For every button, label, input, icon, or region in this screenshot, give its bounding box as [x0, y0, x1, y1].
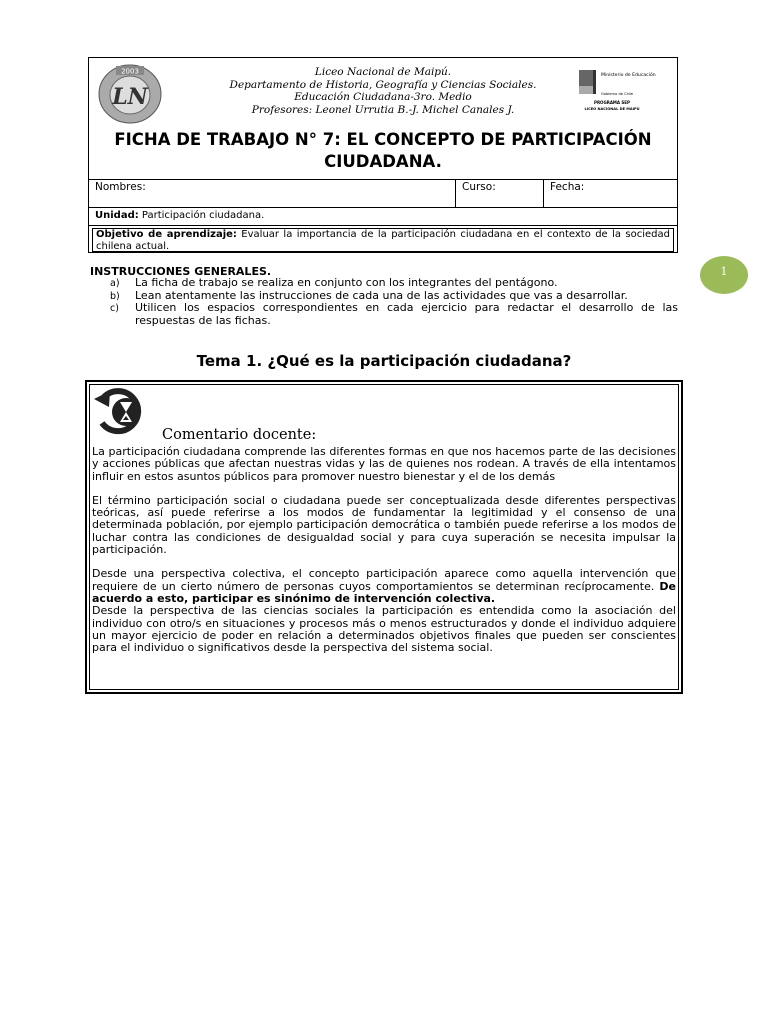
comment-paragraph	[92, 568, 676, 605]
gov-text: Gobierno de Chile	[601, 92, 634, 96]
instructions-title: INSTRUCCIONES GENERALES.	[90, 265, 272, 278]
comment-body	[92, 446, 676, 654]
section-heading: Tema 1. ¿Qué es la participación ciudadana?	[196, 352, 572, 370]
ministry-text: Ministerio de Educación	[601, 73, 656, 78]
instruction-text: Lean atentamente las instrucciones de cada una de las actividades que vas a desarrollar.	[135, 288, 628, 302]
teachers-names: Profesores: Leonel Urrutia B.-J. Michel Canales J.	[251, 103, 515, 116]
unit-value: Participación ciudadana.	[138, 210, 265, 221]
date-label: Fecha:	[550, 181, 585, 193]
names-field[interactable]	[89, 180, 455, 208]
teacher-comment-box	[85, 380, 683, 694]
instruction-marker: c)	[110, 303, 119, 314]
unit-label: Unidad:	[95, 210, 139, 221]
unit-row	[89, 207, 677, 225]
objective-value: Evaluar la importancia de la participación ciudadana en el contexto de la sociedad chilena actual.	[96, 229, 670, 252]
instruction-text: Utilicen los espacios correspondientes en cada ejercicio para redactar el desarrollo de las respuestas de las fichas.	[135, 301, 678, 327]
course-field[interactable]	[455, 180, 543, 208]
instructions-list	[110, 277, 678, 327]
student-fields-row	[89, 179, 677, 208]
logo-year: 2003	[121, 67, 139, 76]
logo-school-text: LICEO NACIONAL DE MAIPÚ	[584, 107, 640, 111]
comment-paragraph: El término participación social o ciudadana puede ser conceptualizada desde diferentes perspectivas teóricas, así puede referirse a los modos de fundamentar la legitimidad y el consenso de una determinada población, por ejemplo participación democrática o también puede referirse a los modos de luchar contra las condiciones de desigualdad social y para cuya superación se necesita impulsar la participación.	[92, 493, 676, 557]
instruction-marker: a)	[110, 278, 120, 289]
teacher-comment-inner	[89, 384, 679, 690]
objective-row	[89, 225, 677, 254]
comment-paragraph: Desde la perspectiva de las ciencias sociales la participación es entendida como la asociación del individuo con otro/s en situaciones y procesos más o menos estructurados y donde el individuo adquiere un mayor ejercicio de poder en relación a determinados objetivos finales que pueden ser conscientes para el individuo o significativos desde la perspectiva del sistema social.	[92, 604, 676, 655]
hourglass-cycle-icon	[92, 387, 148, 439]
logo-initials: LN	[112, 84, 148, 110]
page-number: 1	[720, 264, 728, 278]
comment-title: Comentario docente:	[162, 427, 317, 443]
instruction-text: La ficha de trabajo se realiza en conjunto con los integrantes del pentágono.	[135, 276, 558, 289]
objective-box	[92, 228, 674, 252]
names-label: Nombres:	[95, 181, 146, 193]
school-name: Liceo Nacional de Maipú.	[314, 66, 452, 78]
date-field[interactable]	[543, 180, 677, 208]
comment-emphasis: De acuerdo a esto, participar es sinónimo de intervención colectiva.	[92, 579, 676, 605]
course-label: Curso:	[462, 181, 496, 193]
worksheet-title: FICHA DE TRABAJO N° 7: EL CONCEPTO DE PARTICIPACIÓN CIUDADANA.	[114, 130, 652, 171]
course-name: Educación Ciudadana-3ro. Medio	[294, 91, 472, 103]
comment-paragraph: La participación ciudadana comprende las diferentes formas en que nos hacemos parte de las decisiones y acciones públicas que afectan nuestras vidas y las de quienes nos rodean. A través de ella intentamos influir en estos asuntos públicos para promover nuestro bienestar y el de los demás	[92, 445, 676, 483]
instruction-item	[110, 302, 678, 327]
ministry-logo-icon	[577, 68, 656, 114]
department-name: Departamento de Historia, Geografía y Ciencias Sociales.	[229, 78, 537, 91]
page-number-badge	[700, 256, 748, 294]
comment-text: Desde una perspectiva colectiva, el concepto participación aparece como aquella intervención que requiere de un cierto número de personas cuyos comportamientos se determinan recíprocamente.	[92, 567, 676, 593]
header-box	[88, 57, 678, 253]
program-text: PROGRAMA SEP	[594, 100, 630, 105]
objective-label: Objetivo de aprendizaje:	[96, 229, 237, 240]
instruction-marker: b)	[110, 290, 120, 302]
